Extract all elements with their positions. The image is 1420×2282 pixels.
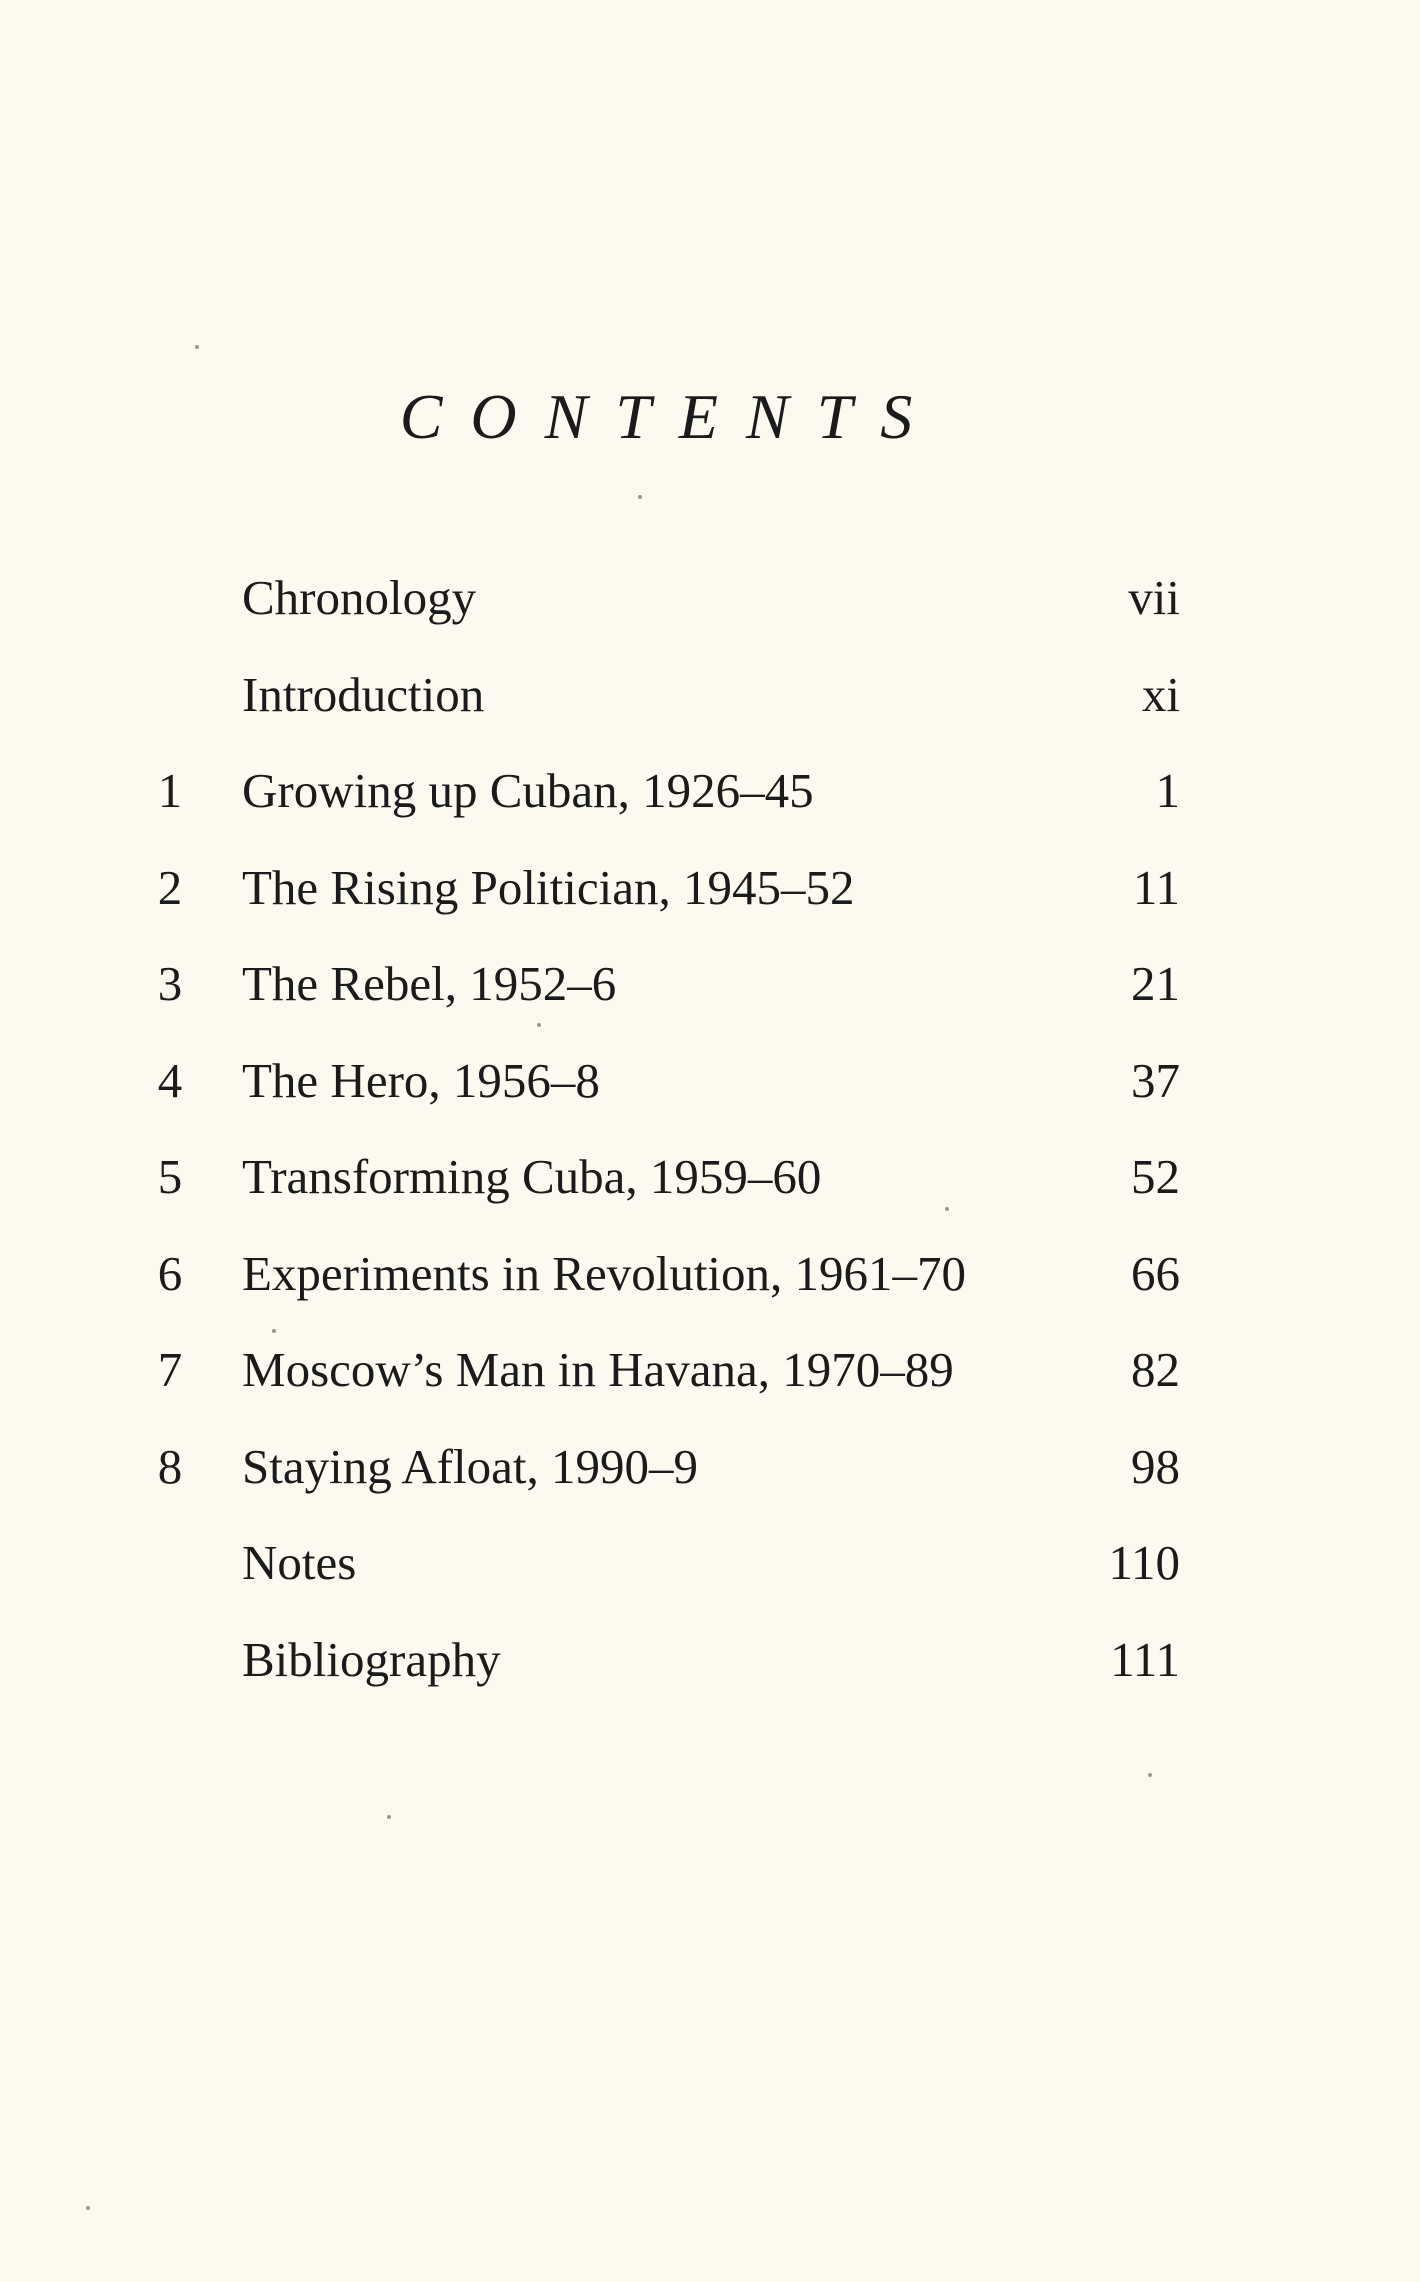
page-number: 110 xyxy=(1108,1535,1180,1590)
chapter-number: 8 xyxy=(157,1438,183,1494)
entry-title: The Rebel, 1952–6 xyxy=(242,956,617,1011)
entry-title: Bibliography xyxy=(242,1631,501,1687)
chapter-number: 4 xyxy=(157,1052,183,1108)
toc-entry xyxy=(150,753,1180,850)
paper-speck xyxy=(86,2206,90,2210)
paper-speck xyxy=(945,1207,949,1211)
page-number: 66 xyxy=(1131,1245,1180,1301)
entry-title: Staying Afloat, 1990–9 xyxy=(242,1438,698,1494)
toc-entry xyxy=(150,946,1180,1043)
chapter-number: 6 xyxy=(157,1245,183,1301)
page-number: 11 xyxy=(1132,859,1180,915)
chapter-number: 1 xyxy=(157,763,183,818)
entry-title: The Hero, 1956–8 xyxy=(242,1052,600,1108)
page-number: vii xyxy=(1128,570,1180,625)
chapter-number: 3 xyxy=(157,956,183,1011)
entry-title: Introduction xyxy=(242,666,485,722)
toc-entry xyxy=(150,1622,1180,1719)
toc-entry xyxy=(150,1332,1180,1429)
chapter-number: 7 xyxy=(157,1342,183,1397)
page-number: xi xyxy=(1141,666,1180,722)
page-number: 1 xyxy=(1155,763,1180,818)
contents-heading: CONTENTS xyxy=(399,381,941,452)
entry-title: Chronology xyxy=(242,570,477,625)
toc-entry xyxy=(150,560,1180,657)
page-number: 98 xyxy=(1131,1438,1180,1494)
toc-entry xyxy=(150,1236,1180,1333)
toc-entry xyxy=(150,1043,1180,1140)
entry-title: Experiments in Revolution, 1961–70 xyxy=(242,1245,967,1301)
page-number: 21 xyxy=(1131,956,1180,1011)
toc-entry xyxy=(150,1525,1180,1622)
paper-speck xyxy=(638,495,642,499)
entry-title: Transforming Cuba, 1959–60 xyxy=(242,1149,822,1204)
page-number: 52 xyxy=(1131,1149,1180,1204)
page-number: 111 xyxy=(1110,1631,1180,1687)
page-number: 37 xyxy=(1131,1052,1180,1108)
paper-speck xyxy=(272,1329,276,1333)
entry-title: The Rising Politician, 1945–52 xyxy=(242,859,855,915)
table-of-contents xyxy=(150,560,1180,1718)
entry-title: Moscow’s Man in Havana, 1970–89 xyxy=(242,1342,954,1397)
toc-entry xyxy=(150,1139,1180,1236)
toc-entry xyxy=(150,850,1180,947)
paper-speck xyxy=(1148,1773,1152,1777)
paper-speck xyxy=(387,1815,391,1819)
paper-speck xyxy=(537,1023,541,1027)
chapter-number: 2 xyxy=(157,859,183,915)
page-number: 82 xyxy=(1131,1342,1180,1397)
toc-entry xyxy=(150,657,1180,754)
entry-title: Notes xyxy=(242,1535,357,1590)
entry-title: Growing up Cuban, 1926–45 xyxy=(242,763,814,818)
chapter-number: 5 xyxy=(157,1149,183,1204)
toc-entry xyxy=(150,1429,1180,1526)
paper-speck xyxy=(195,345,199,349)
